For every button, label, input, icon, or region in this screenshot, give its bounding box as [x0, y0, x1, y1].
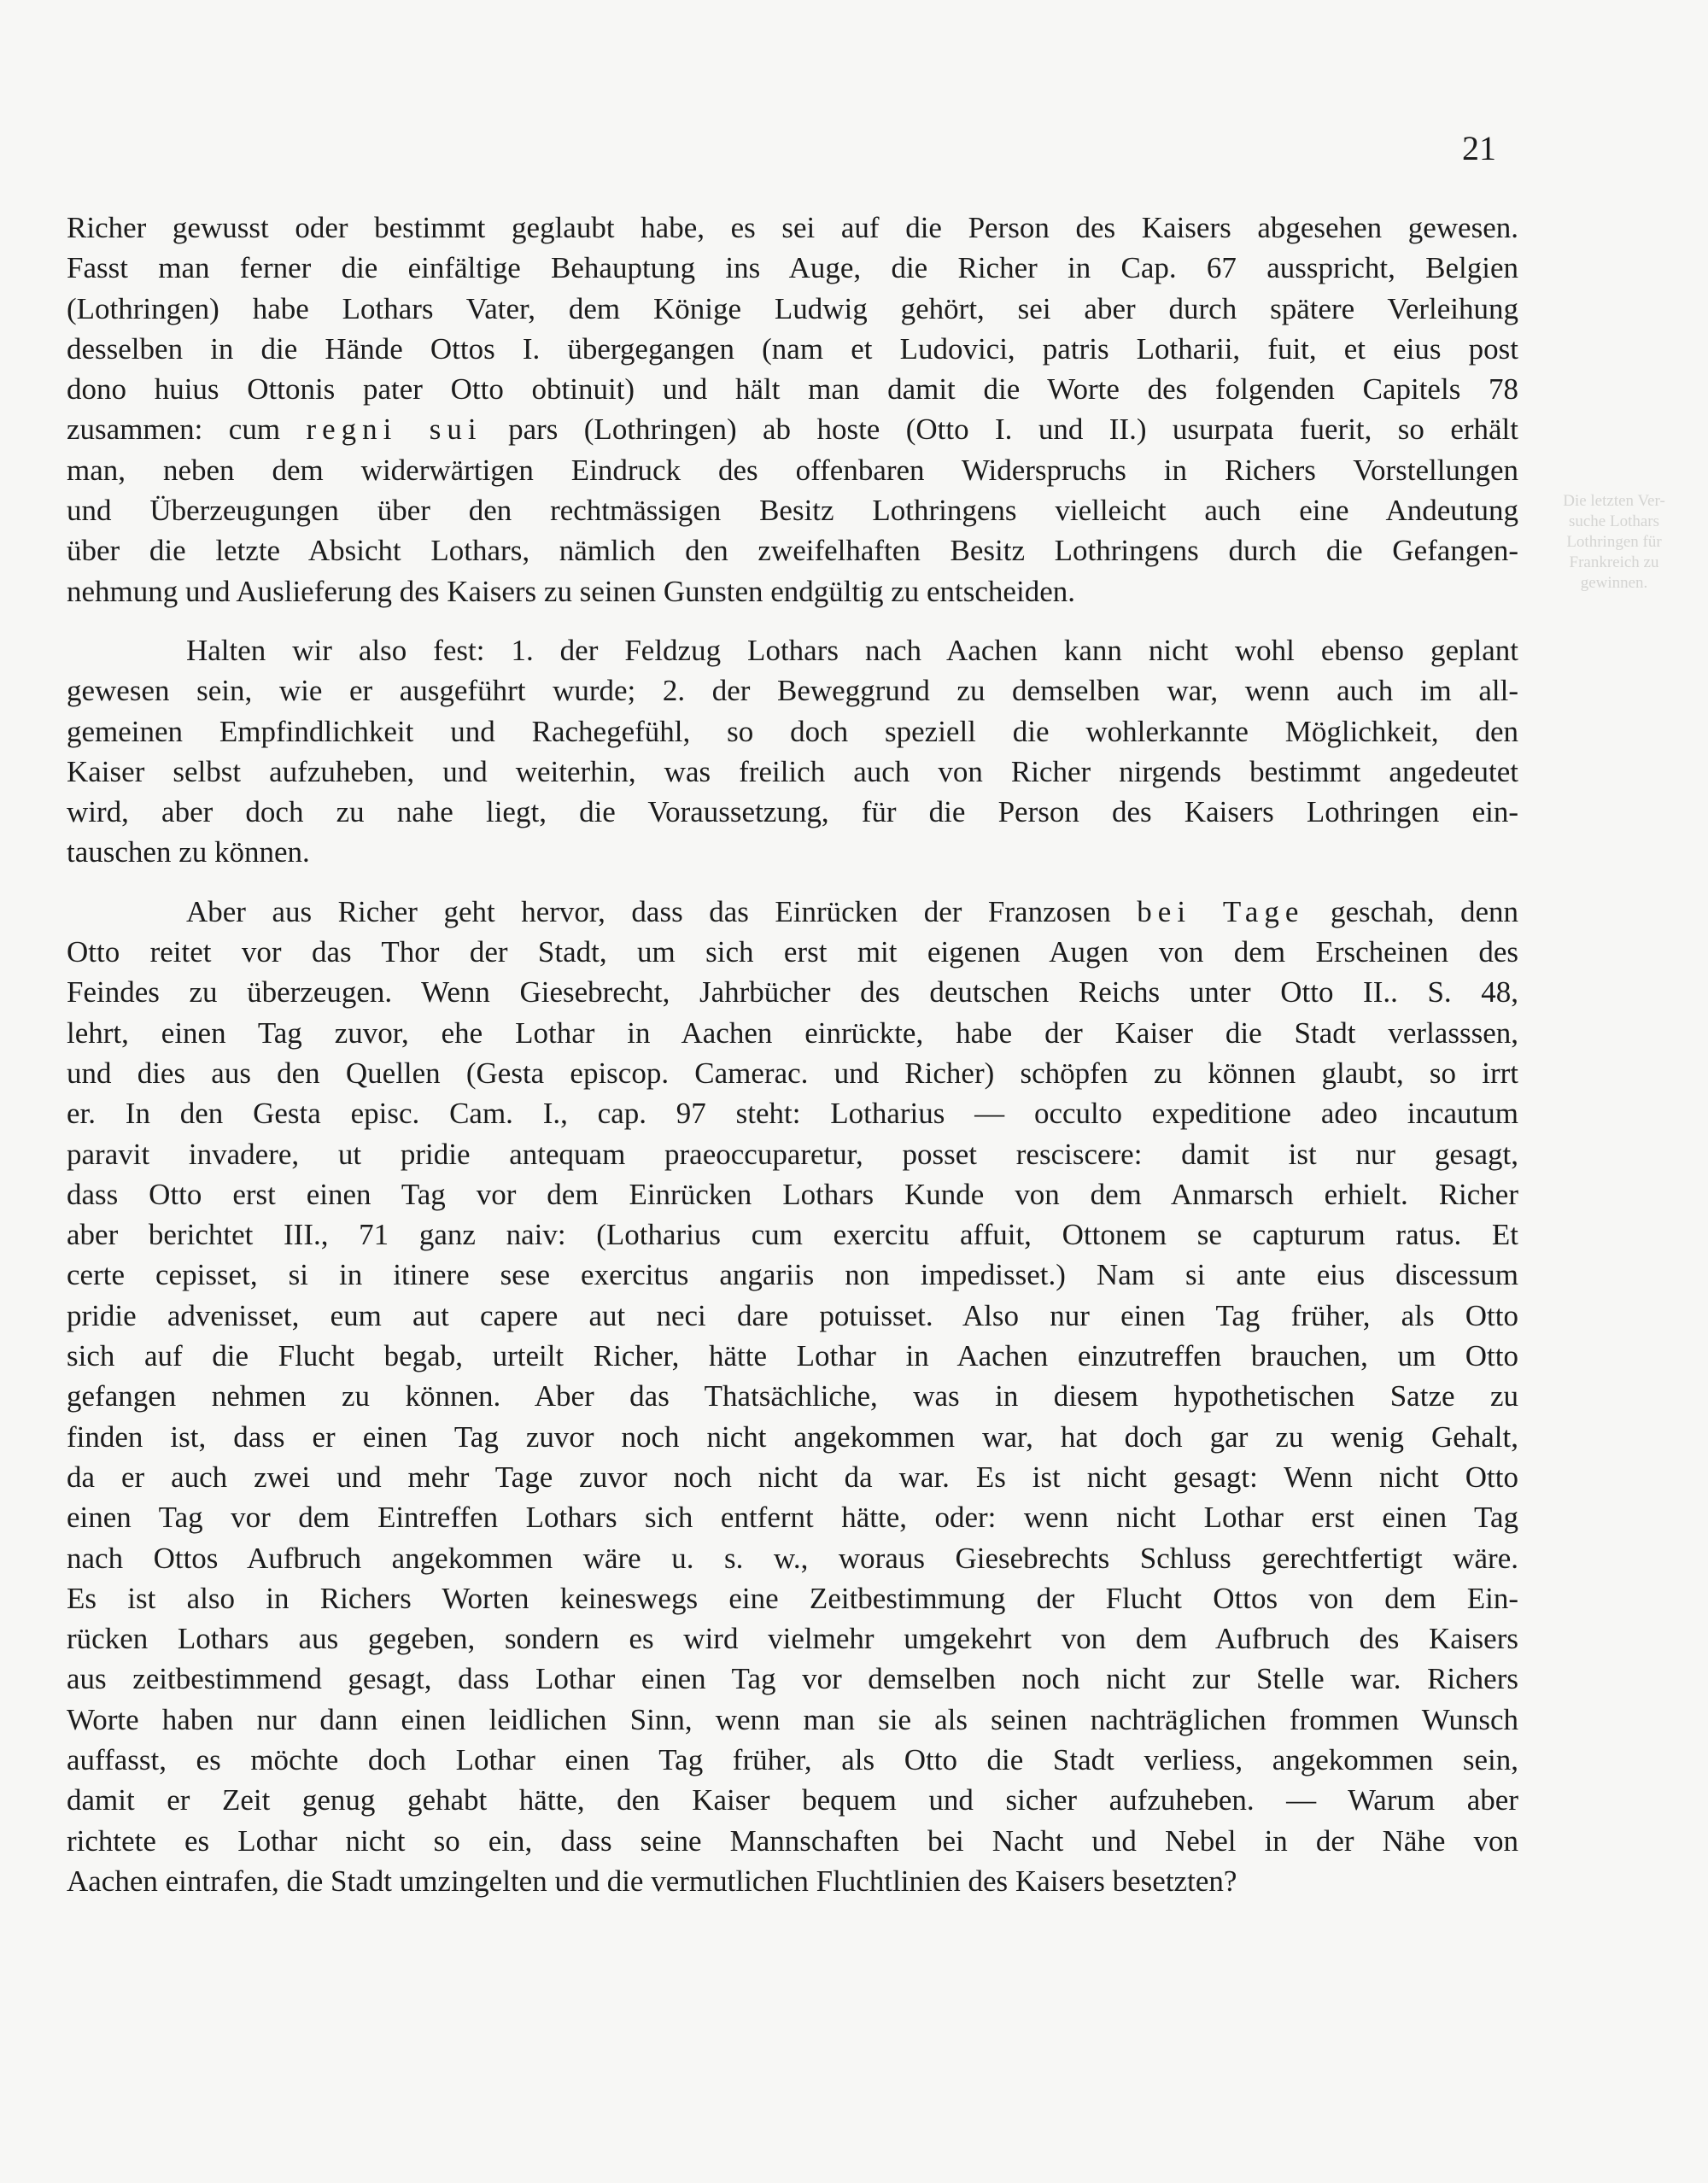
text-segment: pars (Lothringen) ab hoste (Otto I. und II.) usurpata fuerit, so erhält — [482, 413, 1519, 447]
text-line: certe cepisset, si in itinere sese exercitus angariis non impedisset.) Nam si ante eius discessum — [67, 1258, 1518, 1292]
spaced-emphasis: regni sui — [306, 413, 483, 447]
text-segment: geschah, denn — [1304, 894, 1518, 928]
text-line: und dies aus den Quellen (Gesta episcop. Camerac. und Richer) schöpfen zu können glaubt, so irrt — [67, 1056, 1518, 1090]
margin-note-line: Die letzten Ver- — [1563, 492, 1665, 510]
margin-note — [1524, 491, 1704, 594]
text-line: aber berichtet III., 71 ganz naiv: (Lotharius cum exercitu affuit, Ottonem se capturum ratus. Et — [67, 1218, 1518, 1252]
text-line: Es ist also in Richers Worten keineswegs eine Zeitbestimmung der Flucht Ottos von dem Ein- — [67, 1581, 1518, 1615]
text-line — [67, 892, 1518, 932]
margin-note-line: Lothringen für — [1566, 533, 1662, 551]
text-line: Richer gewusst oder bestimmt geglaubt habe, es sei auf die Person des Kaisers abgesehen gewesen. — [67, 211, 1518, 244]
text-segment: Aber aus Richer geht hervor, dass das Einrücken der Franzosen — [186, 894, 1138, 928]
text-line: da er auch zwei und mehr Tage zuvor noch nicht da war. Es ist nicht gesagt: Wenn nicht Otto — [67, 1460, 1518, 1494]
margin-note-line: Frankreich zu — [1569, 553, 1659, 571]
text-line: einen Tag vor dem Eintreffen Lothars sich entfernt hätte, oder: wenn nicht Lothar erst einen Tag — [67, 1501, 1518, 1535]
text-line: tauschen zu können. — [67, 835, 310, 869]
text-line: Halten wir also fest: 1. der Feldzug Lothars nach Aachen kann nicht wohl ebenso geplant — [186, 633, 1518, 667]
text-line: gefangen nehmen zu können. Aber das Thatsächliche, was in diesem hypothetischen Satze zu — [67, 1379, 1518, 1413]
text-line: nehmung und Auslieferung des Kaisers zu seinen Gunsten endgültig zu entscheiden. — [67, 574, 1075, 608]
text-line: desselben in die Hände Ottos I. übergegangen (nam et Ludovici, patris Lotharii, fuit, et eius post — [67, 331, 1518, 366]
text-line: Worte haben nur dann einen leidlichen Sinn, wenn man sie als seinen nachträglichen frommen Wunsch — [67, 1702, 1518, 1736]
body-text — [67, 208, 1518, 1901]
text-line: rücken Lothars aus gegeben, sondern es wird vielmehr umgekehrt von dem Aufbruch des Kaisers — [67, 1622, 1518, 1656]
text-line: (Lothringen) habe Lothars Vater, dem Könige Ludwig gehört, sei aber durch spätere Verleihung — [67, 291, 1518, 325]
text-line: lehrt, einen Tag zuvor, ehe Lothar in Aachen einrückte, habe der Kaiser die Stadt verlasssen, — [67, 1015, 1518, 1050]
text-line: wird, aber doch zu nahe liegt, die Voraussetzung, für die Person des Kaisers Lothringen ein- — [67, 795, 1518, 829]
text-line: und Überzeugungen über den rechtmässigen Besitz Lothringens vielleicht auch eine Andeutung — [67, 494, 1518, 528]
text-line: Aachen eintrafen, die Stadt umzingelten und die vermutlichen Fluchtlinien des Kaisers besetzten? — [67, 1864, 1237, 1898]
text-line: Feindes zu überzeugen. Wenn Giesebrecht, Jahrbücher des deutschen Reichs unter Otto II.. S. 48, — [67, 975, 1518, 1010]
text-line: gewesen sein, wie er ausgeführt wurde; 2. der Beweggrund zu demselben war, wenn auch im all- — [67, 674, 1518, 708]
text-line: Otto reitet vor das Thor der Stadt, um sich erst mit eigenen Augen von dem Erscheinen des — [67, 935, 1518, 969]
text-line: pridie advenisset, eum aut capere aut neci dare potuisset. Also nur einen Tag früher, als Otto — [67, 1298, 1518, 1332]
page-number: 21 — [1462, 129, 1496, 167]
text-line: Kaiser selbst aufzuheben, und weiterhin, was freilich auch von Richer nirgends bestimmt angedeutet — [67, 754, 1518, 788]
text-line: dono huius Ottonis pater Otto obtinuit) und hält man damit die Worte des folgenden Capitels 78 — [67, 372, 1518, 407]
text-line: paravit invadere, ut pridie antequam praeoccuparetur, posset resciscere: damit ist nur gesagt, — [67, 1137, 1518, 1171]
text-line: sich auf die Flucht begab, urteilt Richer, hätte Lothar in Aachen einzutreffen brauchen, um Otto — [67, 1339, 1518, 1373]
paragraph — [67, 630, 1518, 873]
text-line: auffasst, es möchte doch Lothar einen Tag früher, als Otto die Stadt verliess, angekommen sein, — [67, 1742, 1518, 1776]
text-line: finden ist, dass er einen Tag zuvor noch nicht angekommen war, hat doch gar zu wenig Gehalt, — [67, 1419, 1518, 1454]
text-line — [67, 409, 1518, 449]
paragraph — [67, 208, 1518, 612]
text-line: man, neben dem widerwärtigen Eindruck des offenbaren Widerspruchs in Richers Vorstellungen — [67, 453, 1518, 487]
text-line: dass Otto erst einen Tag vor dem Einrücken Lothars Kunde von dem Anmarsch erhielt. Richer — [67, 1177, 1518, 1211]
text-line: nach Ottos Aufbruch angekommen wäre u. s. w., woraus Giesebrechts Schluss gerechtfertigt wäre. — [67, 1541, 1518, 1575]
text-line: richtete es Lothar nicht so ein, dass seine Mannschaften bei Nacht und Nebel in der Nähe von — [67, 1823, 1518, 1858]
text-line: damit er Zeit genug gehabt hätte, den Kaiser bequem und sicher aufzuheben. — Warum aber — [67, 1783, 1518, 1817]
text-line: aus zeitbestimmend gesagt, dass Lothar einen Tag vor demselben noch nicht zur Stelle war. Richers — [67, 1662, 1518, 1696]
text-line: Fasst man ferner die einfältige Behauptung ins Auge, die Richer in Cap. 67 ausspricht, Belgien — [67, 251, 1518, 285]
text-line: er. In den Gesta episc. Cam. I., cap. 97 steht: Lotharius — occulto expeditione adeo incautum — [67, 1097, 1518, 1131]
spaced-emphasis: bei Tage — [1137, 894, 1305, 928]
paragraph — [67, 892, 1518, 1901]
margin-note-line: suche Lothars — [1568, 512, 1660, 530]
text-segment: zusammen: cum — [67, 413, 307, 447]
text-line: über die letzte Absicht Lothars, nämlich den zweifelhaften Besitz Lothringens durch die Gefangen- — [67, 534, 1518, 568]
text-line: gemeinen Empfindlichkeit und Rachegefühl, so doch speziell die wohlerkannte Möglichkeit, den — [67, 714, 1518, 748]
margin-note-line: gewinnen. — [1580, 574, 1648, 592]
